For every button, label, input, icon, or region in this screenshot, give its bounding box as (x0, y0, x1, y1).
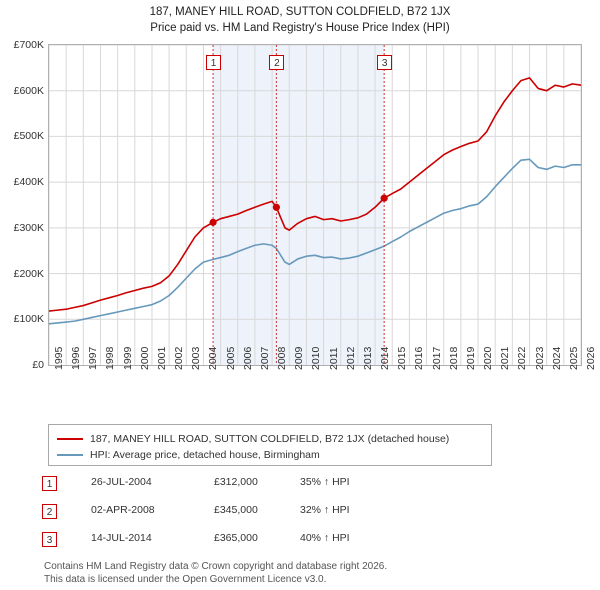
sale-index-badge: 1 (42, 476, 57, 491)
sale-price: £365,000 (214, 532, 258, 544)
x-axis-tick-label: 2023 (533, 346, 546, 370)
x-axis-tick-label: 2022 (516, 346, 529, 370)
x-axis-tick-label: 2015 (396, 346, 409, 370)
y-axis-tick-label: £500K (13, 130, 44, 143)
x-axis-tick-label: 1999 (121, 346, 134, 370)
x-axis-tick-label: 2008 (276, 346, 289, 370)
x-axis-tick-label: 1996 (70, 346, 83, 370)
x-axis-tick-label: 2009 (293, 346, 306, 370)
title-line-1: 187, MANEY HILL ROAD, SUTTON COLDFIELD, B72 1JX (149, 6, 451, 18)
y-axis-tick-label: £600K (13, 84, 44, 97)
sale-hpi-delta: 40% ↑ HPI (300, 532, 350, 544)
sale-index-badge: 3 (42, 532, 57, 547)
sale-marker-badge: 2 (269, 55, 284, 70)
title-line-2: Price paid vs. HM Land Registry's House Price Index (HPI) (150, 22, 450, 34)
x-axis-tick-label: 2014 (379, 346, 392, 370)
y-axis-tick-label: £0 (32, 359, 44, 371)
legend-label: HPI: Average price, detached house, Birmingham (90, 448, 320, 461)
chart-legend (48, 424, 492, 466)
legend-item (57, 431, 483, 446)
x-axis-tick-label: 2024 (550, 346, 563, 370)
sale-price: £345,000 (214, 504, 258, 516)
x-axis-tick-label: 2002 (173, 346, 186, 370)
footer-line-1: Contains HM Land Registry data © Crown copyright and database right 2026. (44, 561, 388, 572)
sale-date: 14-JUL-2014 (91, 532, 152, 544)
x-axis-tick-label: 2019 (464, 346, 477, 370)
x-axis-tick-label: 2025 (567, 346, 580, 370)
x-axis-tick-label: 2011 (327, 347, 340, 370)
sale-date: 26-JUL-2004 (91, 476, 152, 488)
x-axis-tick-label: 2003 (190, 346, 203, 370)
x-axis-tick-label: 2018 (447, 346, 460, 370)
table-row (42, 473, 502, 501)
sale-marker-badge: 3 (377, 55, 392, 70)
y-axis-tick-label: £300K (13, 221, 44, 234)
table-row (42, 501, 502, 529)
x-axis-tick-label: 2004 (207, 346, 220, 370)
y-axis-tick-label: £700K (13, 39, 44, 51)
sale-point (381, 195, 388, 202)
x-axis-tick-label: 2000 (138, 346, 151, 370)
sale-marker-badge: 1 (206, 55, 221, 70)
chart-svg (49, 45, 581, 365)
footer-line-2: This data is licensed under the Open Government Licence v3.0. (44, 574, 327, 585)
x-axis-tick-label: 2013 (361, 346, 374, 370)
sale-index-badge: 2 (42, 504, 57, 519)
x-axis-tick-label: 2016 (413, 346, 426, 370)
x-axis-tick-label: 1997 (87, 346, 100, 370)
table-row (42, 529, 502, 557)
x-axis-tick-label: 1998 (104, 346, 117, 370)
y-axis-tick-label: £200K (13, 267, 44, 280)
x-axis-tick-label: 2001 (155, 346, 168, 370)
legend-item (57, 447, 483, 462)
x-axis-tick-label: 2010 (310, 346, 323, 370)
x-axis-tick-label: 2017 (430, 346, 443, 370)
y-axis-tick-label: £400K (13, 176, 44, 189)
y-axis-tick-label: £100K (13, 313, 44, 326)
price-chart-plot (48, 44, 582, 366)
footer (44, 560, 584, 586)
sale-point (209, 219, 216, 226)
sale-hpi-delta: 32% ↑ HPI (300, 504, 350, 516)
x-axis-tick-label: 2007 (258, 346, 271, 370)
x-axis-tick-label: 2020 (482, 346, 495, 370)
legend-color-swatch (57, 454, 83, 456)
sale-point (273, 204, 280, 211)
sale-price: £312,000 (214, 476, 258, 488)
x-axis-tick-label: 2021 (499, 346, 512, 370)
page-title (0, 4, 600, 36)
sales-table (42, 473, 502, 557)
x-axis-tick-label: 1995 (53, 346, 65, 370)
x-axis-tick-label: 2026 (585, 346, 597, 370)
legend-label: 187, MANEY HILL ROAD, SUTTON COLDFIELD, B72 1JX (detached house) (90, 432, 450, 445)
highlight-band (213, 45, 384, 365)
sale-date: 02-APR-2008 (91, 504, 155, 516)
x-axis-tick-label: 2012 (344, 346, 357, 370)
legend-color-swatch (57, 438, 83, 440)
x-axis-tick-label: 2006 (241, 346, 254, 370)
x-axis-tick-label: 2005 (224, 346, 237, 370)
sale-hpi-delta: 35% ↑ HPI (300, 476, 350, 488)
